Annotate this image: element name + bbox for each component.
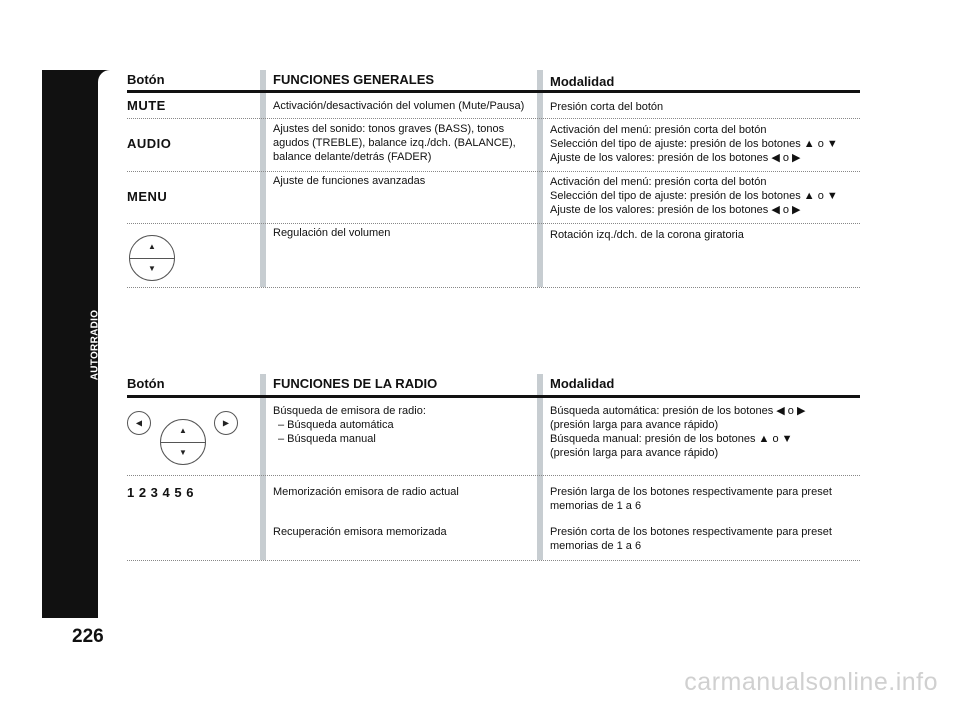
mode-text: Presión larga de los botones respectivamente para preset memorias de 1 a 6: [550, 486, 832, 512]
function-text: Regulación del volumen: [273, 227, 391, 239]
button-mute: MUTE: [127, 98, 166, 113]
column-divider: [260, 70, 266, 287]
row-divider: [127, 171, 860, 172]
left-arrow-button-icon: ◀: [127, 411, 151, 435]
row-divider: [127, 223, 860, 224]
function-text: Activación/desactivación del volumen (Mute/Pausa): [273, 100, 525, 112]
function-text: Memorización emisora de radio actual: [273, 486, 459, 498]
row-divider: [127, 475, 860, 476]
function-text: Ajuste de funciones avanzadas: [273, 175, 426, 187]
header-rule: [127, 90, 860, 93]
general-functions-table: [127, 70, 860, 290]
row-divider: [127, 287, 860, 288]
mode-text: Activación del menú: presión corta del botón Selección del tipo de ajuste: presión de los botones ▲ o ▼ Ajuste de los valores: presión de los botones ◀ o ▶: [550, 124, 838, 164]
header-mode: Modalidad: [550, 376, 615, 391]
right-arrow-button-icon: ▶: [214, 411, 238, 435]
row-divider: [127, 560, 860, 561]
button-audio: AUDIO: [127, 136, 172, 151]
page-number: 226: [72, 626, 104, 647]
mode-text: Presión corta de los botones respectivamente para preset memorias de 1 a 6: [550, 526, 832, 552]
tuning-knob-icon: ▲ ▼: [160, 419, 206, 465]
button-menu: MENU: [127, 189, 168, 204]
header-button: Botón: [127, 376, 165, 391]
header-mode: Modalidad: [550, 74, 615, 89]
function-text: Recuperación emisora memorizada: [273, 526, 447, 538]
mode-text: Presión corta del botón: [550, 101, 664, 113]
function-text: Ajustes del sonido: tonos graves (BASS), tonos agudos (TREBLE), balance izq./dch. (BALANCE), balance delante/detrás (FADER): [273, 123, 516, 163]
side-tab-notch: [98, 70, 116, 618]
preset-buttons: 1 2 3 4 5 6: [127, 485, 194, 500]
header-functions: FUNCIONES DE LA RADIO: [273, 376, 438, 391]
row-divider: [127, 118, 860, 119]
mode-text: Activación del menú: presión corta del botón Selección del tipo de ajuste: presión de los botones ▲ o ▼ Ajuste de los valores: presión de los botones ◀ o ▶: [550, 176, 838, 216]
watermark: carmanualsonline.info: [684, 668, 938, 696]
column-divider: [260, 374, 266, 560]
volume-knob-icon: ▲ ▼: [129, 235, 175, 281]
header-button: Botón: [127, 72, 165, 87]
function-text: Búsqueda de emisora de radio: – Búsqueda automática – Búsqueda manual: [273, 405, 426, 445]
header-functions: FUNCIONES GENERALES: [273, 72, 435, 87]
mode-text: Rotación izq./dch. de la corona giratoria: [550, 229, 744, 241]
header-rule: [127, 395, 860, 398]
side-label: AUTORRADIO: [89, 309, 101, 381]
mode-text: Búsqueda automática: presión de los botones ◀ o ▶ (presión larga para avance rápido) Búsqueda manual: presión de los botones ▲ o ▼ (presión larga para avance rápido): [550, 405, 806, 459]
radio-functions-table: [127, 374, 860, 564]
